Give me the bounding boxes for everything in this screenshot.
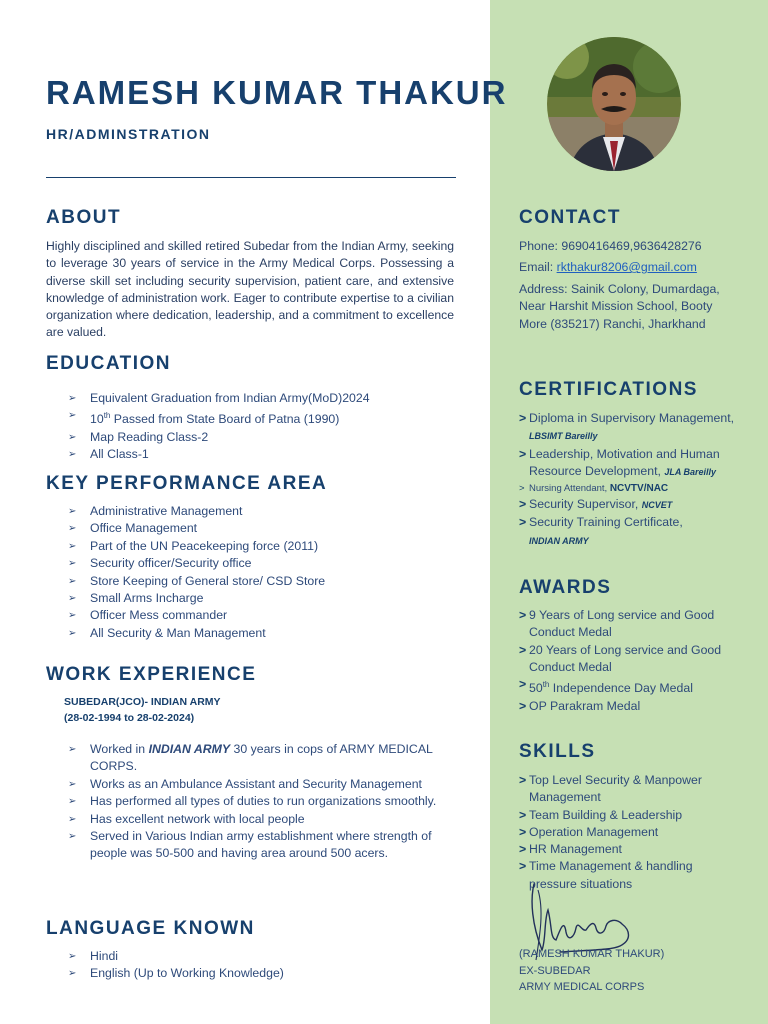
list-item: > Nursing Attendant, NCVTV/NAC	[519, 483, 669, 495]
contact-address: Address: Sainik Colony, Dumardaga, Near Harshit Mission School, Booty More (835217) Ranchi, Jharkhand	[519, 282, 720, 331]
arrowhead-bullet-icon: ➢	[68, 410, 77, 422]
list-item: ➢ Has performed all types of duties to run organizations smoothly.	[46, 793, 456, 810]
awards-heading: AWARDS	[519, 577, 612, 598]
list-item: ➢ 10th Passed from State Board of Patna (1990)	[46, 407, 466, 429]
list-item: > HR Management	[519, 841, 741, 858]
education-list	[46, 390, 466, 464]
greater-than-bullet-icon: >	[519, 677, 527, 692]
list-item: > Security Training Certificate, INDIAN ARMY	[519, 515, 683, 546]
list-item: ➢ Hindi	[46, 948, 466, 965]
arrowhead-bullet-icon: ➢	[68, 778, 77, 790]
greater-than-bullet-icon: >	[519, 483, 525, 495]
list-item: ➢ Worked in INDIAN ARMY 30 years in cops of ARMY MEDICAL CORPS.	[68, 742, 433, 774]
list-item: > Top Level Security & Manpower Management	[519, 773, 702, 805]
arrowhead-bullet-icon: ➢	[68, 540, 77, 552]
arrowhead-bullet-icon: ➢	[68, 449, 77, 461]
list-item: ➢ Office Management	[46, 520, 466, 537]
arrowhead-bullet-icon: ➢	[68, 610, 77, 622]
list-item: > 50th Independence Day Medal	[519, 677, 693, 696]
candidate-role: HR/ADMINSTRATION	[46, 126, 211, 142]
list-item: > Security Supervisor, NCVET	[519, 496, 751, 514]
arrowhead-bullet-icon: ➢	[68, 506, 77, 517]
arrowhead-bullet-icon: ➢	[68, 593, 77, 605]
list-item: ➢ Has excellent network with local people	[46, 811, 456, 828]
list-item: ➢ Administrative Management	[46, 503, 466, 520]
list-item: ➢ Store Keeping of General store/ CSD Store	[46, 573, 466, 590]
language-list	[46, 948, 466, 983]
greater-than-bullet-icon: >	[519, 773, 527, 787]
skills-heading: SKILLS	[519, 741, 596, 762]
arrowhead-bullet-icon: ➢	[68, 968, 77, 980]
greater-than-bullet-icon: >	[519, 411, 527, 425]
greater-than-bullet-icon: >	[519, 859, 527, 874]
kpa-heading: KEY PERFORMANCE AREA	[46, 473, 328, 494]
arrowhead-bullet-icon: ➢	[68, 431, 77, 443]
signatory-unit: ARMY MEDICAL CORPS	[519, 981, 645, 993]
list-item: ➢ Small Arms Incharge	[46, 590, 466, 607]
work-list	[46, 741, 456, 863]
contact-heading: CONTACT	[519, 207, 621, 228]
arrowhead-bullet-icon: ➢	[68, 813, 77, 825]
email-link[interactable]: rkthakur8206@gmail.com	[556, 260, 697, 274]
list-item: ➢ Served in Various Indian army establishment where strength of people was 50-500 and having area around 500 acers.	[68, 829, 432, 861]
language-heading: LANGUAGE KNOWN	[46, 918, 255, 939]
contact-phone: Phone: 9690416469,9636428276	[519, 239, 702, 253]
list-item: ➢ Security officer/Security office	[46, 555, 466, 572]
list-item: > Leadership, Motivation and Human Resource Development, JLA Bareilly	[519, 446, 720, 478]
certifications-list	[519, 410, 751, 550]
about-text: Highly disciplined and skilled retired Subedar from the Indian Army, seeking to leverage 30 years of service in the Army Medical Corps. Possessing a diverse skill set including security supervision, patient care, and extensive knowledge of administration work. Eager to contribute expertise to a civilian organization where dedication, leadership, and a commitment to excellence are valued.	[46, 239, 454, 340]
signatory-name: (RAMESH KUMAR THAKUR)	[519, 948, 665, 960]
list-item: ➢ English (Up to Working Knowledge)	[46, 965, 466, 982]
signatory-rank: EX-SUBEDAR	[519, 964, 591, 977]
header-divider	[46, 177, 456, 178]
greater-than-bullet-icon: >	[519, 642, 527, 657]
arrowhead-bullet-icon: ➢	[68, 627, 77, 639]
contact-email-line	[519, 259, 751, 276]
greater-than-bullet-icon: >	[519, 824, 527, 839]
greater-than-bullet-icon: >	[519, 807, 527, 822]
skills-list	[519, 772, 741, 893]
awards-list	[519, 607, 751, 715]
arrowhead-bullet-icon: ➢	[68, 393, 77, 404]
list-item: ➢ Map Reading Class-2	[46, 429, 466, 446]
arrowhead-bullet-icon: ➢	[68, 951, 77, 962]
list-item: > OP Parakram Medal	[519, 698, 751, 715]
arrowhead-bullet-icon: ➢	[68, 744, 77, 755]
email-label: Email:	[519, 260, 554, 274]
job-dates: (28-02-1994 to 28-02-2024)	[64, 712, 195, 724]
list-item: ➢ Works as an Ambulance Assistant and Security Management	[46, 776, 456, 793]
greater-than-bullet-icon: >	[519, 698, 527, 713]
list-item: ➢ Equivalent Graduation from Indian Army(MoD)2024	[46, 390, 466, 407]
arrowhead-bullet-icon: ➢	[68, 796, 77, 808]
greater-than-bullet-icon: >	[519, 515, 527, 530]
list-item: ➢ Part of the UN Peacekeeping force (2011)	[46, 538, 466, 555]
about-heading: ABOUT	[46, 207, 122, 228]
kpa-list	[46, 503, 466, 642]
list-item: > 20 Years of Long service and Good Conduct Medal	[519, 642, 722, 674]
list-item: ➢ All Security & Man Management	[46, 625, 466, 642]
arrowhead-bullet-icon: ➢	[68, 575, 77, 587]
signature-block	[519, 946, 664, 996]
greater-than-bullet-icon: >	[519, 497, 527, 512]
candidate-name: RAMESH KUMAR THAKUR	[46, 74, 508, 111]
greater-than-bullet-icon: >	[519, 608, 527, 622]
list-item: > 9 Years of Long service and Good Conduct Medal	[519, 608, 715, 640]
list-item: > Diploma in Supervisory Management, LBSIMT Bareilly	[519, 411, 735, 442]
job-position: SUBEDAR(JCO)- INDIAN ARMY	[64, 696, 221, 708]
education-heading: EDUCATION	[46, 353, 172, 374]
work-heading: WORK EXPERIENCE	[46, 664, 257, 685]
arrowhead-bullet-icon: ➢	[68, 831, 77, 843]
list-item: ➢ Officer Mess commander	[46, 607, 466, 624]
list-item: > Operation Management	[519, 824, 741, 841]
job-title	[64, 694, 221, 726]
list-item: > Time Management & handling pressure situations	[519, 859, 693, 891]
list-item: ➢ All Class-1	[46, 446, 466, 463]
arrowhead-bullet-icon: ➢	[68, 523, 77, 535]
greater-than-bullet-icon: >	[519, 446, 527, 461]
profile-photo	[547, 37, 681, 171]
certifications-heading: CERTIFICATIONS	[519, 379, 698, 400]
greater-than-bullet-icon: >	[519, 842, 527, 857]
arrowhead-bullet-icon: ➢	[68, 558, 77, 570]
list-item: > Team Building & Leadership	[519, 807, 741, 824]
